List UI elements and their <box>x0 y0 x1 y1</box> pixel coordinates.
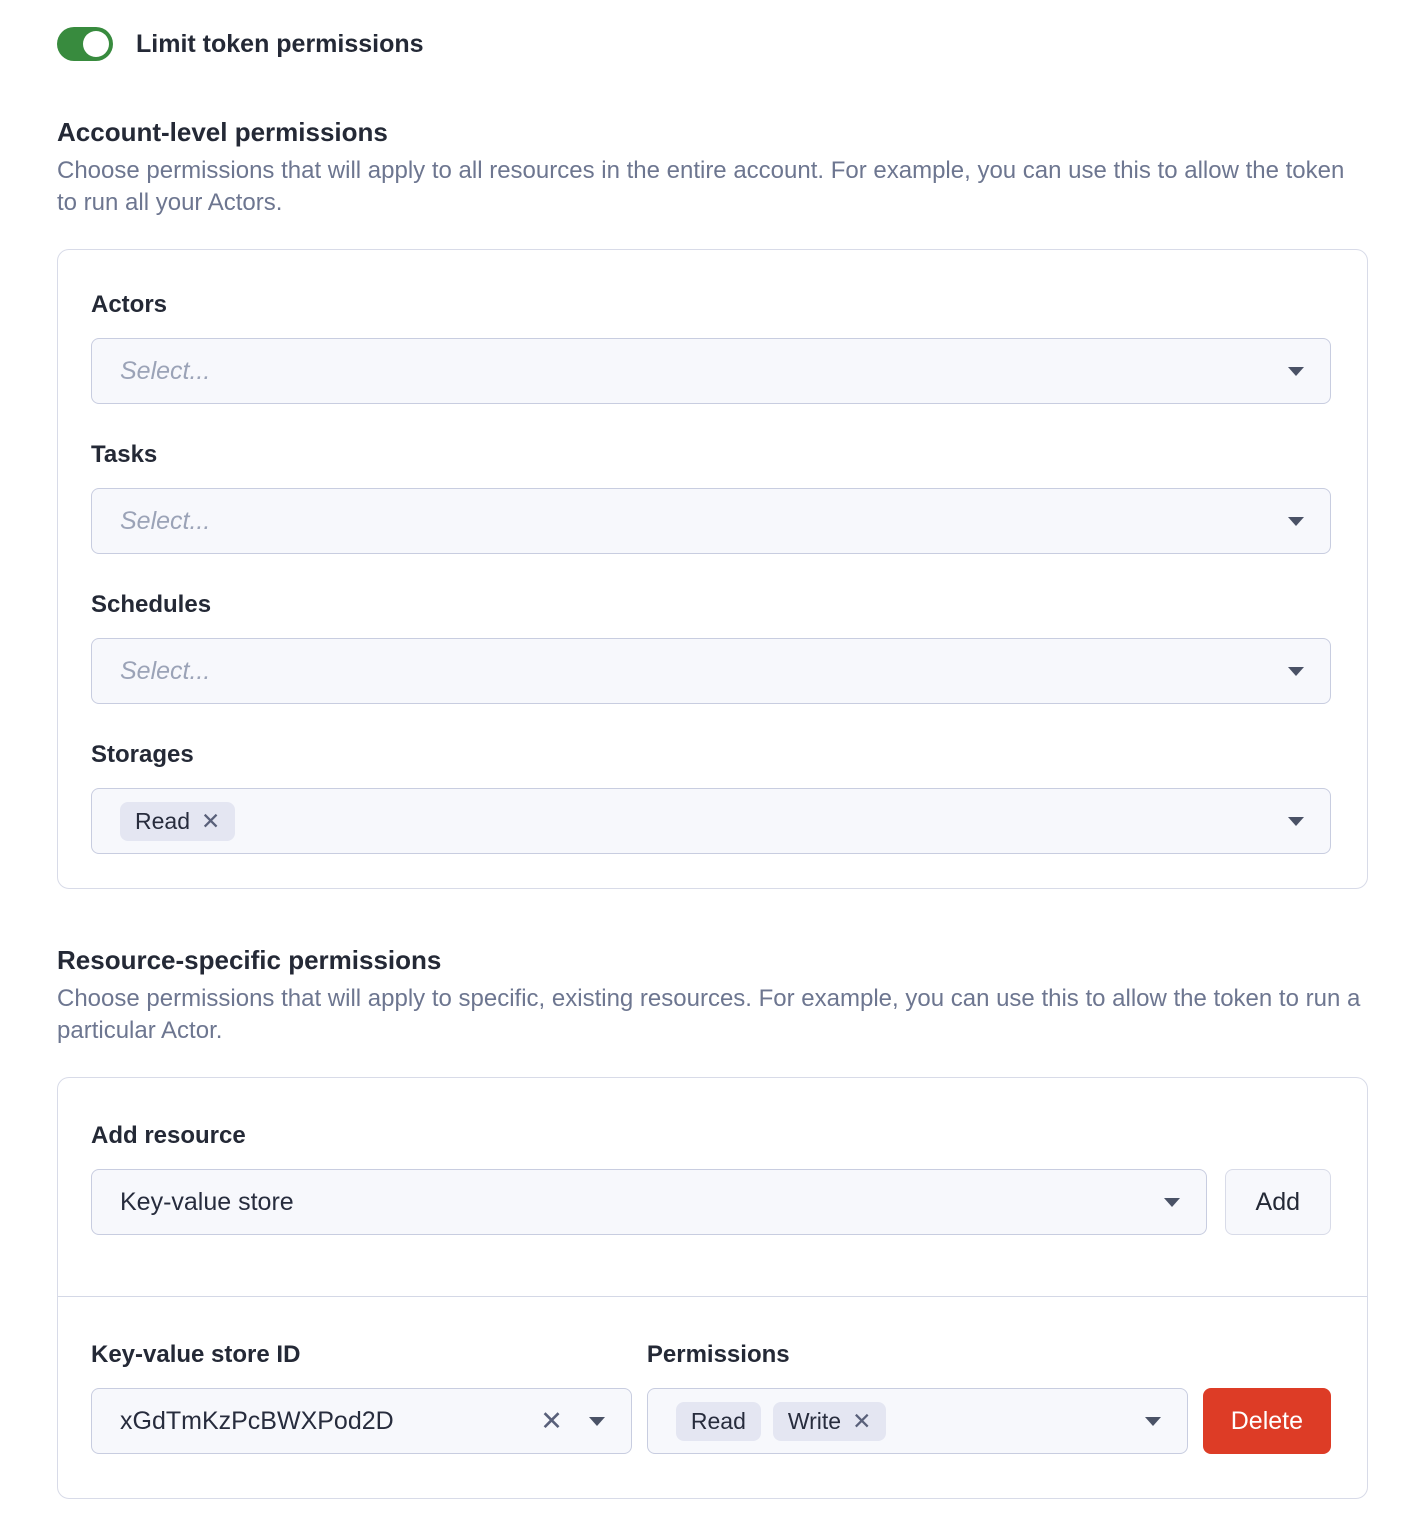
tasks-select[interactable] <box>91 488 1331 554</box>
actors-placeholder: Select... <box>120 356 211 385</box>
resource-type-selected-value: Key-value store <box>120 1187 294 1216</box>
caret-down-icon[interactable] <box>1288 667 1304 676</box>
storages-select[interactable] <box>91 788 1331 854</box>
caret-down-icon[interactable] <box>1164 1198 1180 1207</box>
add-resource-row <box>91 1169 1331 1235</box>
account-permissions-heading: Account-level permissions <box>57 117 388 147</box>
resource-type-select[interactable] <box>91 1169 1207 1235</box>
add-resource-button[interactable]: Add <box>1225 1169 1331 1235</box>
permissions-label: Permissions <box>646 1341 790 1368</box>
schedules-select[interactable] <box>91 638 1331 704</box>
actors-select[interactable] <box>91 338 1331 404</box>
toggle-knob-icon <box>83 31 109 57</box>
storages-label: Storages <box>91 741 194 768</box>
resource-permissions-heading: Resource-specific permissions <box>57 945 442 975</box>
field-group-storages <box>91 740 1331 854</box>
remove-tag-icon[interactable]: ✕ <box>200 807 221 834</box>
key-value-store-id-select[interactable] <box>91 1388 632 1454</box>
key-value-store-id-column <box>91 1340 632 1454</box>
actors-label: Actors <box>91 291 168 318</box>
add-resource-label: Add resource <box>91 1122 246 1149</box>
caret-down-icon[interactable] <box>1288 817 1304 826</box>
limit-token-permissions-row <box>57 27 1368 61</box>
key-value-store-id-value: xGdTmKzPcBWXPod2D <box>120 1406 394 1435</box>
account-permissions-card <box>57 249 1368 889</box>
permissions-column <box>647 1340 1188 1454</box>
permissions-tag-read <box>676 1402 761 1441</box>
clear-selection-icon[interactable]: ✕ <box>540 1405 563 1436</box>
tag-label: Write <box>787 1407 842 1434</box>
delete-resource-button[interactable]: Delete <box>1203 1388 1331 1454</box>
tag-label: Read <box>690 1407 746 1434</box>
schedules-label: Schedules <box>91 591 212 618</box>
add-resource-section <box>58 1078 1367 1296</box>
caret-down-icon[interactable] <box>1145 1417 1161 1426</box>
schedules-placeholder: Select... <box>120 656 211 685</box>
storages-tag-read <box>120 802 235 841</box>
field-group-tasks <box>91 440 1331 554</box>
toggle-label: Limit token permissions <box>136 29 424 58</box>
caret-down-icon[interactable] <box>1288 367 1304 376</box>
tag-label: Read <box>135 807 190 834</box>
tasks-placeholder: Select... <box>120 506 211 535</box>
field-group-schedules <box>91 590 1331 704</box>
permissions-tag-write <box>773 1402 887 1441</box>
field-group-actors <box>91 290 1331 404</box>
caret-down-icon[interactable] <box>1288 517 1304 526</box>
account-permissions-description: Choose permissions that will apply to all resources in the entire account. For example, you can use this to allow the token to run all your Actors. <box>57 157 1345 216</box>
resource-permissions-card <box>57 1077 1368 1499</box>
resource-row <box>58 1297 1367 1498</box>
tasks-label: Tasks <box>91 441 158 468</box>
remove-tag-icon[interactable]: ✕ <box>852 1407 872 1434</box>
limit-token-permissions-toggle[interactable] <box>57 27 113 61</box>
permissions-select[interactable] <box>647 1388 1188 1454</box>
key-value-store-id-label: Key-value store ID <box>91 1341 301 1368</box>
caret-down-icon[interactable] <box>589 1417 605 1426</box>
resource-permissions-description: Choose permissions that will apply to specific, existing resources. For example, you can use this to allow the token to run a particular Actor. <box>57 985 1361 1044</box>
